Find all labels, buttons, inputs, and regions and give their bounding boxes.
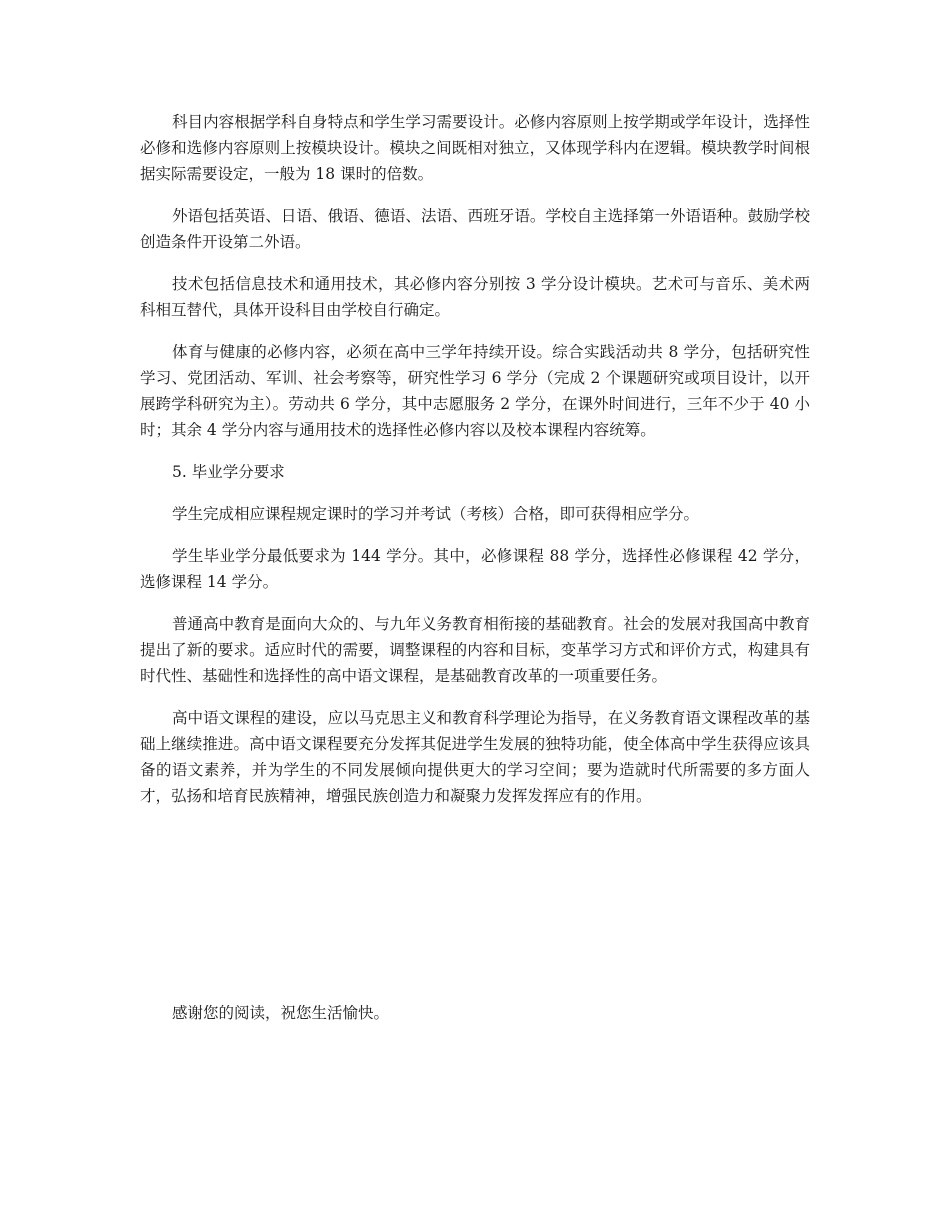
- section-heading-graduation-credits: 5. 毕业学分要求: [172, 463, 285, 481]
- paragraph-subject-content: 科目内容根据学科自身特点和学生学习需要设计。必修内容原则上按学期或学年设计，选择性必修和选修内容原则上按模块设计。模块之间既相对独立，又体现学科内在逻辑。模块教学时间根据实际需要设定，一般为 18 课时的倍数。: [140, 113, 810, 183]
- paragraph-credit-acquisition: 学生完成相应课程规定课时的学习并考试（考核）合格，即可获得相应学分。: [172, 505, 700, 523]
- paragraph-chinese-curriculum: 高中语文课程的建设，应以马克思主义和教育科学理论为指导，在义务教育语文课程改革的基础上继续推进。高中语文课程要充分发挥其促进学生发展的独特功能，使全体高中学生获得应该具备的语文素养，并为学生的不同发展倾向提供更大的学习空间；要为造就时代所需要的多方面人才，弘扬和培育民族精神，增强民族创造力和凝聚力发挥发挥应有的作用。: [140, 709, 810, 805]
- paragraph-technology-art: 技术包括信息技术和通用技术，其必修内容分别按 3 学分设计模块。艺术可与音乐、美术两科相互替代，具体开设科目由学校自行确定。: [140, 275, 810, 319]
- closing-text: 感谢您的阅读，祝您生活愉快。: [172, 1004, 390, 1022]
- paragraph-high-school-education: 普通高中教育是面向大众的、与九年义务教育相衔接的基础教育。社会的发展对我国高中教育提出了新的要求。适应时代的需要，调整课程的内容和目标，变革学习方式和评价方式，构建具有时代性、基础性和选择性的高中语文课程，是基础教育改革的一项重要任务。: [140, 615, 810, 685]
- paragraph-foreign-language: 外语包括英语、日语、俄语、德语、法语、西班牙语。学校自主选择第一外语语种。鼓励学校创造条件开设第二外语。: [140, 207, 810, 251]
- document-body: [140, 109, 810, 825]
- paragraph-pe-practice: 体育与健康的必修内容，必须在高中三学年持续开设。综合实践活动共 8 学分，包括研究性学习、党团活动、军训、社会考察等，研究性学习 6 学分（完成 2 个课题研究或项目设计，以开展跨学科研究为主）。劳动共 6 学分，其中志愿服务 2 学分，在课外时间进行，三年不少于 40 小时；其余 4 学分内容与通用技术的选择性必修内容以及校本课程内容统筹。: [140, 343, 810, 439]
- paragraph-minimum-credits: 学生毕业学分最低要求为 144 学分。其中，必修课程 88 学分，选择性必修课程 42 学分，选修课程 14 学分。: [140, 547, 810, 591]
